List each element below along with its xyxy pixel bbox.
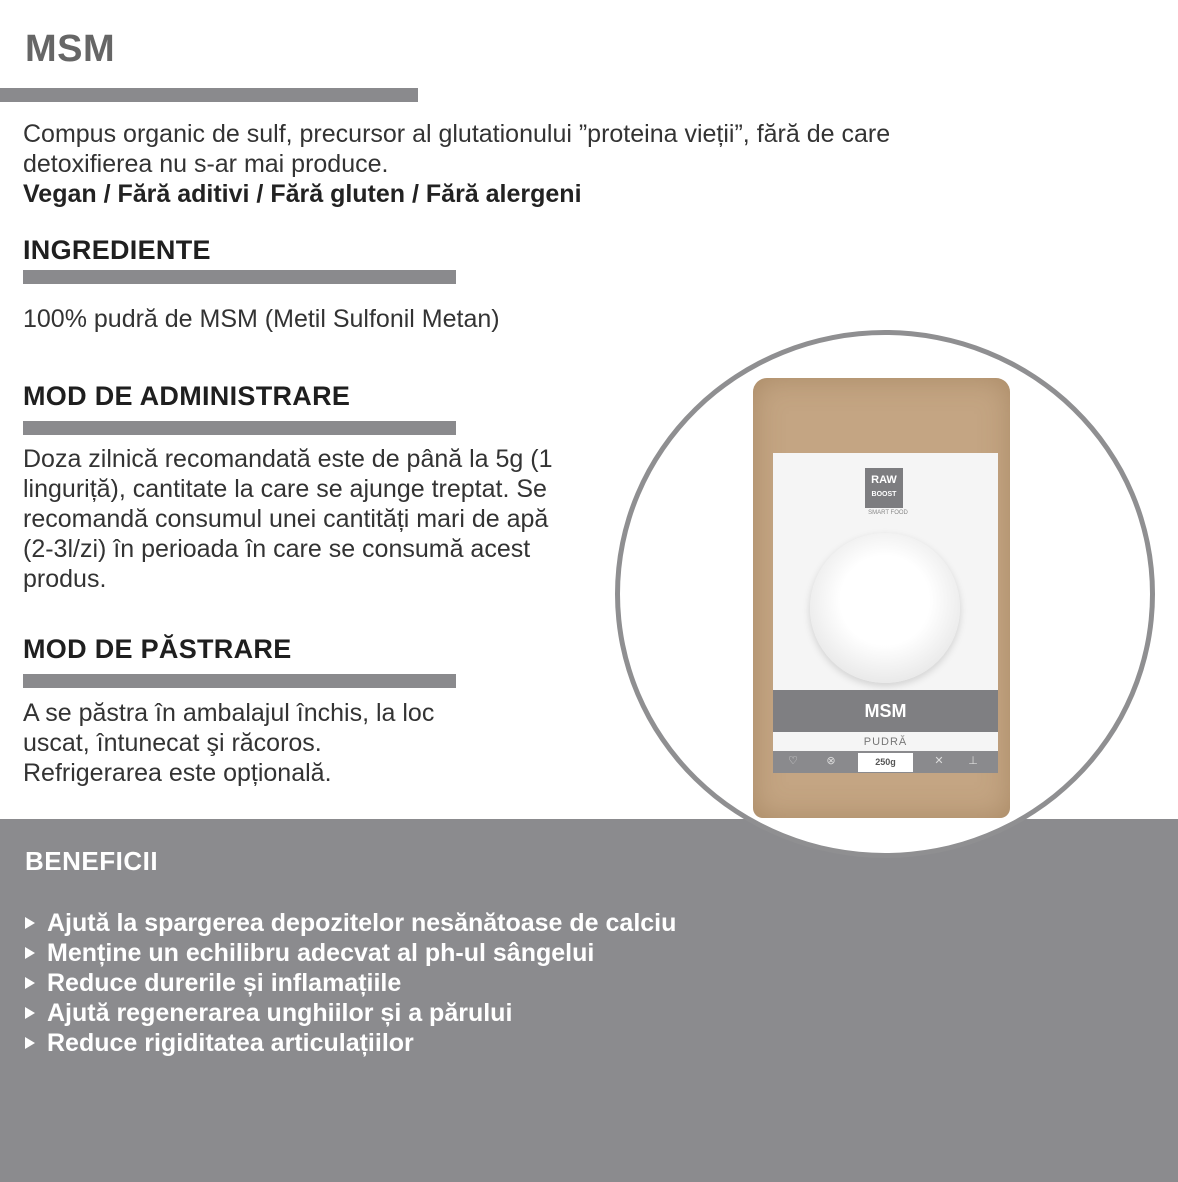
product-pouch-image [753,378,1010,818]
allergen-free-icon: ⊗ [826,755,836,767]
storage-heading: MOD DE PĂSTRARE [23,634,292,664]
bullet-triangle-icon [25,917,35,929]
bullet-triangle-icon [25,1037,35,1049]
title-underline [0,88,418,102]
bullet-triangle-icon [25,977,35,989]
benefits-heading: BENEFICII [25,846,159,876]
administration-heading: MOD DE ADMINISTRARE [23,381,351,411]
administration-underline [23,421,456,435]
ingredients-text: 100% pudră de MSM (Metil Sulfonil Metan) [23,305,500,333]
bullet-triangle-icon [25,1007,35,1019]
heart-icon: ♡ [788,755,798,767]
intro-tags: Vegan / Fără aditivi / Fără gluten / Fără alergeni [23,180,582,208]
benefit-item: Menține un echilibru adecvat al ph-ul sângelui [25,938,676,968]
benefit-item: Ajută la spargerea depozitelor nesănătoase de calciu [25,908,676,938]
brand-tagline: SMART FOOD [868,510,908,516]
benefits-list [25,908,676,1058]
bullet-triangle-icon [25,947,35,959]
ingredients-underline [23,270,456,284]
benefit-item: Reduce rigiditatea articulațiilor [25,1028,676,1058]
brand-logo: RAW BOOST [865,468,903,508]
page-title: MSM [25,28,116,70]
product-name-band: MSM [773,690,998,732]
additive-free-icon: ⊥ [968,755,978,767]
benefit-item: Ajută regenerarea unghiilor și a părului [25,998,676,1028]
administration-text: Doza zilnică recomandată este de până la 5g (1 linguriță), cantitate la care se ajunge treptat. Se recomandă consumul unei cantități mari de apă (2-3l/zi) în perioada în care se consumă acest produs. [23,445,553,593]
powder-bowl-image [810,533,960,683]
pouch-label [773,453,998,773]
storage-underline [23,674,456,688]
product-weight: 250g [858,753,913,772]
ingredients-heading: INGREDIENTE [23,235,211,265]
benefit-item: Reduce durerile și inflamațiile [25,968,676,998]
intro-description: Compus organic de sulf, precursor al glutationului ”proteina vieții”, fără de care detoxifierea nu s-ar mai produce. [23,120,891,178]
gluten-free-icon: ✕ [934,755,944,767]
product-form: PUDRĂ [863,736,908,748]
storage-text: A se păstra în ambalajul închis, la loc uscat, întunecat şi răcoros. Refrigerarea este opțională. [23,699,435,787]
